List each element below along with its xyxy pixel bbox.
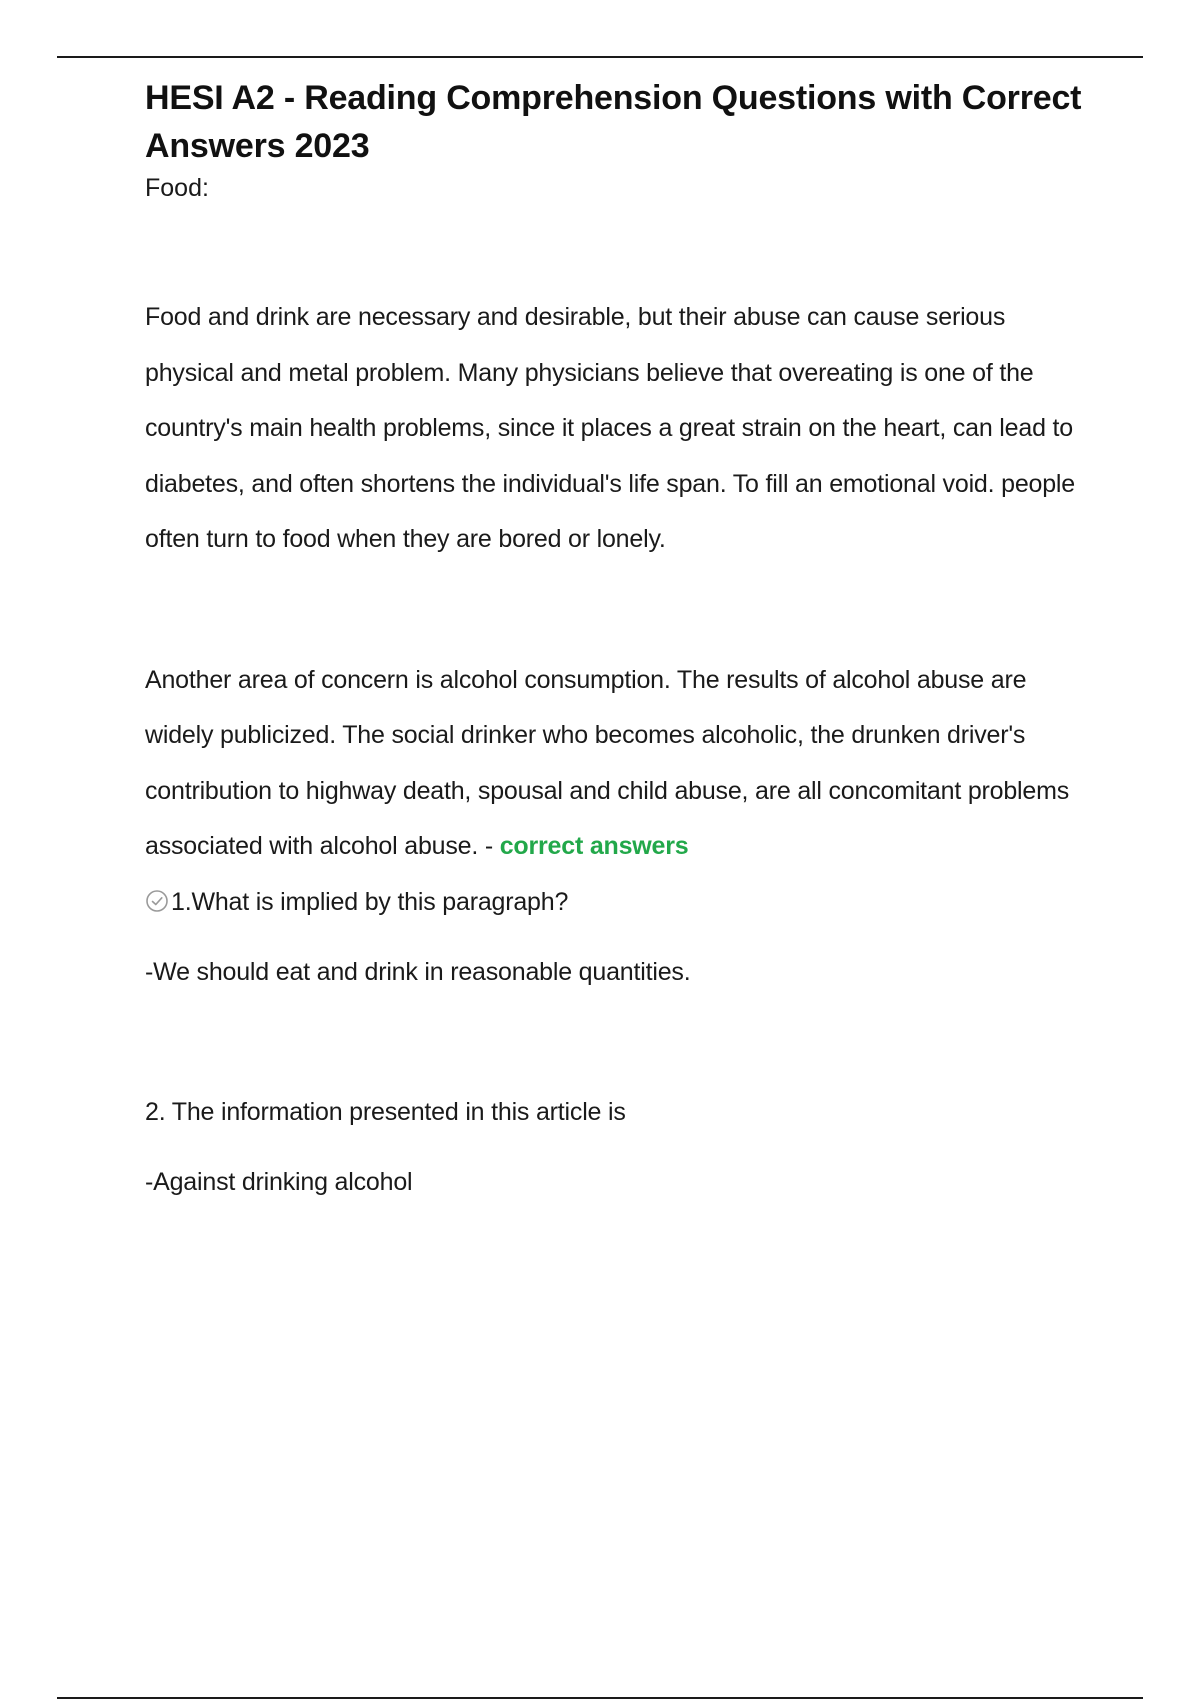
document-body	[145, 74, 1095, 1211]
paragraph-food: Food and drink are necessary and desirable, but their abuse can cause serious physical and metal problem. Many physicians believe that overeating is one of the country's main health problems, since it places a great strain on the heart, can lead to diabetes, and often shortens the individual's life span. To fill an emotional void. people often turn to food when they are bored or lonely.	[145, 303, 1075, 553]
section-label: Food:	[145, 174, 209, 202]
correct-answers-label: correct answers	[499, 832, 689, 860]
paragraph-alcohol-text: Another area of concern is alcohol consumption. The results of alcohol abuse are widely publicized. The social drinker who becomes alcoholic, the drunken driver's contribution to highway death, spousal and child abuse, are all concomitant problems associated with alcohol abuse. -	[145, 665, 1070, 860]
question-2: 2. The information presented in this article is	[145, 1097, 626, 1126]
top-rule	[57, 56, 1143, 58]
bottom-rule	[57, 1697, 1143, 1699]
document-title: HESI A2 - Reading Comprehension Questions with Correct Answers 2023	[145, 79, 1082, 165]
answer-1: -We should eat and drink in reasonable quantities.	[145, 958, 691, 986]
answer-2: -Against drinking alcohol	[145, 1168, 413, 1196]
question-1: 1.What is implied by this paragraph?	[171, 887, 569, 916]
paragraph-alcohol	[145, 653, 1095, 931]
check-circle-icon	[145, 878, 169, 902]
